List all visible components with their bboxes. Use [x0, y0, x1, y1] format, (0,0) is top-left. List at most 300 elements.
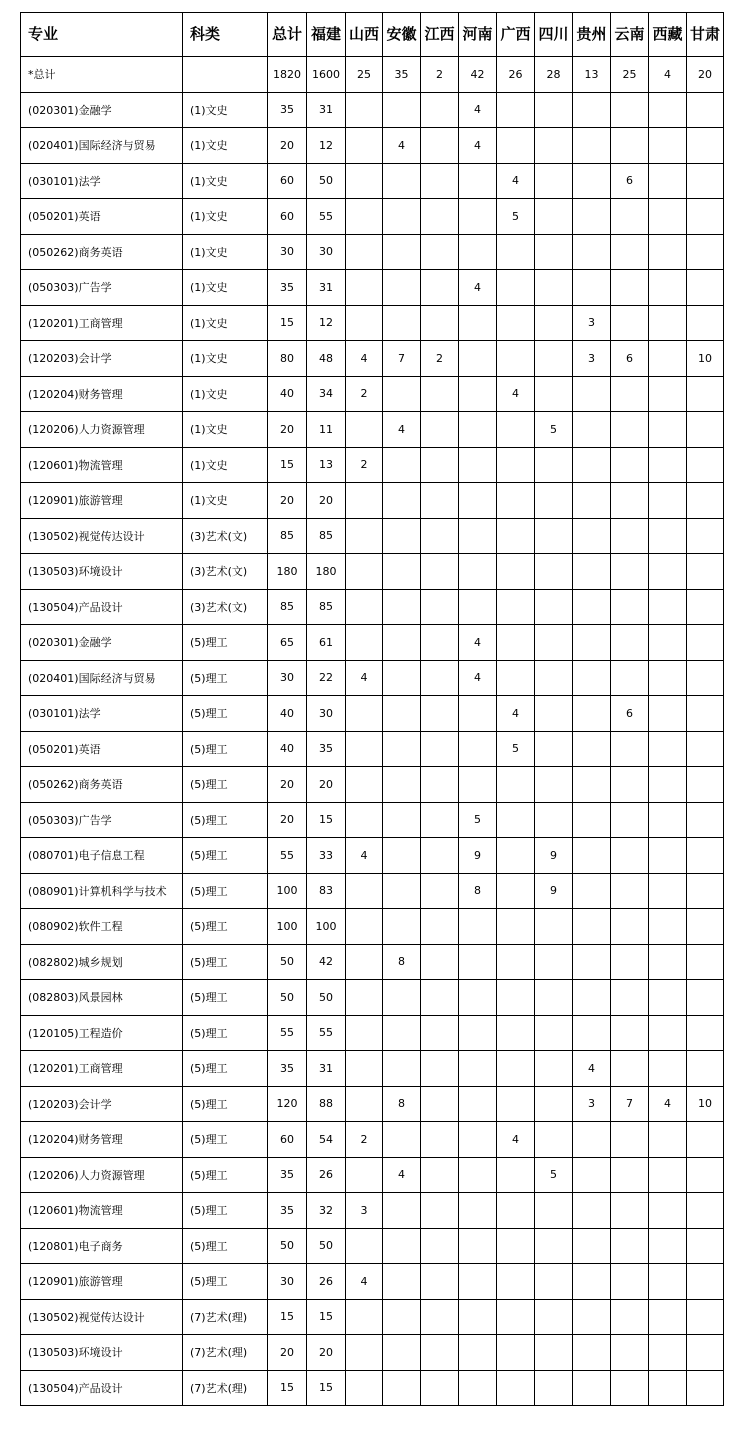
- quota-cell: 5: [535, 1157, 573, 1193]
- major-cell: (030101)法学: [21, 163, 183, 199]
- quota-cell: [535, 980, 573, 1016]
- quota-cell: [421, 447, 459, 483]
- quota-cell: [611, 234, 649, 270]
- quota-cell: 120: [268, 1086, 307, 1122]
- table-row: [21, 980, 724, 1016]
- quota-cell: [383, 1264, 421, 1300]
- quota-cell: [573, 1264, 611, 1300]
- quota-cell: [421, 909, 459, 945]
- quota-cell: [497, 802, 535, 838]
- quota-cell: [535, 128, 573, 164]
- quota-cell: [459, 163, 497, 199]
- table-row: [21, 305, 724, 341]
- quota-cell: 15: [268, 1299, 307, 1335]
- province-header: 总计: [268, 13, 307, 57]
- quota-cell: [346, 128, 383, 164]
- quota-cell: [459, 447, 497, 483]
- quota-cell: [573, 128, 611, 164]
- major-cell: (120206)人力资源管理: [21, 1157, 183, 1193]
- quota-cell: [497, 1228, 535, 1264]
- quota-cell: [421, 802, 459, 838]
- quota-cell: [459, 412, 497, 448]
- table-row: [21, 1264, 724, 1300]
- quota-cell: [459, 944, 497, 980]
- quota-cell: 26: [307, 1157, 346, 1193]
- quota-cell: [573, 554, 611, 590]
- quota-cell: [535, 1228, 573, 1264]
- quota-cell: [649, 731, 687, 767]
- quota-cell: [459, 1086, 497, 1122]
- quota-cell: 3: [346, 1193, 383, 1229]
- major-cell: (050262)商务英语: [21, 234, 183, 270]
- quota-cell: 4: [346, 1264, 383, 1300]
- category-cell: (5)理工: [183, 909, 268, 945]
- quota-cell: [649, 1157, 687, 1193]
- quota-cell: [383, 802, 421, 838]
- quota-cell: [573, 1335, 611, 1371]
- category-cell: (5)理工: [183, 1122, 268, 1158]
- category-cell: (5)理工: [183, 802, 268, 838]
- quota-cell: [535, 696, 573, 732]
- quota-cell: 2: [346, 376, 383, 412]
- quota-cell: [383, 980, 421, 1016]
- quota-cell: 50: [268, 1228, 307, 1264]
- quota-cell: [497, 980, 535, 1016]
- table-row: [21, 412, 724, 448]
- quota-cell: [346, 554, 383, 590]
- category-cell: (1)文史: [183, 483, 268, 519]
- category-cell: (5)理工: [183, 731, 268, 767]
- quota-cell: [497, 625, 535, 661]
- quota-cell: [687, 483, 724, 519]
- quota-cell: [497, 1370, 535, 1406]
- quota-cell: [573, 163, 611, 199]
- category-cell: (7)艺术(理): [183, 1335, 268, 1371]
- quota-cell: [573, 92, 611, 128]
- quota-cell: [573, 873, 611, 909]
- quota-cell: [649, 1228, 687, 1264]
- quota-cell: 30: [307, 234, 346, 270]
- quota-cell: [573, 1228, 611, 1264]
- major-cell: (130502)视觉传达设计: [21, 1299, 183, 1335]
- quota-cell: [383, 838, 421, 874]
- quota-cell: [535, 802, 573, 838]
- table-row: [21, 1015, 724, 1051]
- quota-cell: [573, 376, 611, 412]
- quota-cell: [346, 234, 383, 270]
- quota-cell: [459, 234, 497, 270]
- quota-cell: [535, 1335, 573, 1371]
- quota-cell: [421, 696, 459, 732]
- quota-cell: [649, 1370, 687, 1406]
- quota-cell: 33: [307, 838, 346, 874]
- quota-cell: [535, 483, 573, 519]
- quota-cell: 180: [268, 554, 307, 590]
- major-cell: (082803)风景园林: [21, 980, 183, 1016]
- quota-cell: [611, 589, 649, 625]
- major-cell: (120203)会计学: [21, 1086, 183, 1122]
- quota-cell: [649, 944, 687, 980]
- quota-cell: [346, 1157, 383, 1193]
- quota-cell: [497, 518, 535, 554]
- quota-cell: [421, 270, 459, 306]
- quota-cell: 61: [307, 625, 346, 661]
- quota-cell: [383, 270, 421, 306]
- major-cell: (120201)工商管理: [21, 305, 183, 341]
- table-row: [21, 660, 724, 696]
- major-cell: (020401)国际经济与贸易: [21, 660, 183, 696]
- quota-cell: [497, 1086, 535, 1122]
- quota-cell: [421, 1157, 459, 1193]
- quota-cell: [573, 696, 611, 732]
- quota-cell: [573, 731, 611, 767]
- quota-cell: [649, 92, 687, 128]
- major-cell: (080902)软件工程: [21, 909, 183, 945]
- quota-cell: [346, 944, 383, 980]
- table-row: [21, 128, 724, 164]
- quota-cell: 8: [459, 873, 497, 909]
- major-cell: (120105)工程造价: [21, 1015, 183, 1051]
- quota-cell: [535, 1370, 573, 1406]
- quota-cell: [459, 1051, 497, 1087]
- quota-cell: [611, 483, 649, 519]
- quota-cell: [687, 873, 724, 909]
- quota-cell: 6: [611, 163, 649, 199]
- quota-cell: 40: [268, 696, 307, 732]
- enrollment-plan-table: [20, 12, 724, 1406]
- table-row: [21, 731, 724, 767]
- category-cell: (7)艺术(理): [183, 1370, 268, 1406]
- quota-cell: [535, 92, 573, 128]
- quota-cell: 30: [268, 234, 307, 270]
- quota-cell: 50: [268, 980, 307, 1016]
- table-row: [21, 1228, 724, 1264]
- quota-cell: [649, 163, 687, 199]
- major-cell: (020401)国际经济与贸易: [21, 128, 183, 164]
- quota-cell: 80: [268, 341, 307, 377]
- quota-cell: [573, 625, 611, 661]
- quota-cell: [687, 128, 724, 164]
- quota-cell: [346, 305, 383, 341]
- quota-cell: [383, 696, 421, 732]
- quota-cell: [687, 234, 724, 270]
- category-cell: (1)文史: [183, 199, 268, 235]
- quota-cell: 15: [307, 1370, 346, 1406]
- quota-cell: [421, 1015, 459, 1051]
- quota-cell: [611, 1370, 649, 1406]
- quota-cell: 8: [383, 944, 421, 980]
- quota-cell: [687, 1228, 724, 1264]
- quota-cell: 100: [307, 909, 346, 945]
- quota-cell: 5: [535, 412, 573, 448]
- province-header: 贵州: [573, 13, 611, 57]
- quota-cell: [649, 341, 687, 377]
- table-row: [21, 447, 724, 483]
- quota-cell: 11: [307, 412, 346, 448]
- province-header: 安徽: [383, 13, 421, 57]
- quota-cell: [687, 944, 724, 980]
- quota-cell: 4: [459, 270, 497, 306]
- quota-cell: [383, 305, 421, 341]
- category-cell: (1)文史: [183, 270, 268, 306]
- quota-cell: [497, 234, 535, 270]
- province-header: 四川: [535, 13, 573, 57]
- quota-cell: [346, 802, 383, 838]
- major-cell: (120801)电子商务: [21, 1228, 183, 1264]
- major-cell: (130503)环境设计: [21, 1335, 183, 1371]
- quota-cell: 4: [383, 1157, 421, 1193]
- quota-cell: 31: [307, 1051, 346, 1087]
- category-cell: (1)文史: [183, 163, 268, 199]
- category-cell: (3)艺术(文): [183, 554, 268, 590]
- total-category: [183, 57, 268, 93]
- quota-cell: [573, 1370, 611, 1406]
- table-row: [21, 838, 724, 874]
- quota-cell: [687, 838, 724, 874]
- quota-cell: 22: [307, 660, 346, 696]
- table-row: [21, 625, 724, 661]
- major-cell: (120901)旅游管理: [21, 1264, 183, 1300]
- province-header: 江西: [421, 13, 459, 57]
- table-row: [21, 234, 724, 270]
- category-header: 科类: [183, 13, 268, 57]
- quota-cell: [383, 589, 421, 625]
- table-row: [21, 1157, 724, 1193]
- quota-cell: 54: [307, 1122, 346, 1158]
- quota-cell: 4: [649, 1086, 687, 1122]
- total-cell: 25: [611, 57, 649, 93]
- quota-cell: [687, 1335, 724, 1371]
- quota-cell: [611, 447, 649, 483]
- quota-cell: 15: [307, 802, 346, 838]
- total-cell: 26: [497, 57, 535, 93]
- table-row: [21, 1193, 724, 1229]
- quota-cell: [687, 518, 724, 554]
- category-cell: (5)理工: [183, 696, 268, 732]
- quota-cell: [535, 1051, 573, 1087]
- quota-cell: [421, 128, 459, 164]
- quota-cell: [421, 944, 459, 980]
- quota-cell: 9: [459, 838, 497, 874]
- category-cell: (3)艺术(文): [183, 589, 268, 625]
- total-cell: 25: [346, 57, 383, 93]
- quota-cell: [421, 163, 459, 199]
- quota-cell: 4: [459, 660, 497, 696]
- table-row: [21, 554, 724, 590]
- quota-cell: 15: [307, 1299, 346, 1335]
- quota-cell: [687, 305, 724, 341]
- table-row: [21, 1122, 724, 1158]
- quota-cell: [535, 731, 573, 767]
- quota-cell: [346, 412, 383, 448]
- quota-cell: [346, 1086, 383, 1122]
- quota-cell: [497, 412, 535, 448]
- quota-cell: [535, 1015, 573, 1051]
- quota-cell: 31: [307, 92, 346, 128]
- quota-cell: 40: [268, 731, 307, 767]
- table-row: [21, 802, 724, 838]
- major-cell: (120204)财务管理: [21, 376, 183, 412]
- category-cell: (5)理工: [183, 873, 268, 909]
- quota-cell: [649, 483, 687, 519]
- quota-cell: [611, 128, 649, 164]
- quota-cell: 10: [687, 1086, 724, 1122]
- quota-cell: 20: [268, 1335, 307, 1371]
- province-header: 山西: [346, 13, 383, 57]
- quota-cell: [497, 838, 535, 874]
- major-cell: (120201)工商管理: [21, 1051, 183, 1087]
- quota-cell: [649, 1051, 687, 1087]
- quota-cell: [649, 980, 687, 1016]
- quota-cell: 88: [307, 1086, 346, 1122]
- quota-cell: [611, 625, 649, 661]
- quota-cell: [459, 1157, 497, 1193]
- province-header: 广西: [497, 13, 535, 57]
- quota-cell: [459, 554, 497, 590]
- quota-cell: 4: [383, 128, 421, 164]
- quota-cell: [649, 305, 687, 341]
- table-row: [21, 270, 724, 306]
- category-cell: (5)理工: [183, 944, 268, 980]
- quota-cell: [611, 1122, 649, 1158]
- quota-cell: [687, 554, 724, 590]
- quota-cell: [573, 944, 611, 980]
- quota-cell: [535, 234, 573, 270]
- major-cell: (120203)会计学: [21, 341, 183, 377]
- quota-cell: 34: [307, 376, 346, 412]
- quota-cell: 48: [307, 341, 346, 377]
- quota-cell: [573, 589, 611, 625]
- major-cell: (020301)金融学: [21, 92, 183, 128]
- quota-cell: [687, 980, 724, 1016]
- quota-cell: [383, 199, 421, 235]
- table-row: [21, 341, 724, 377]
- category-cell: (1)文史: [183, 447, 268, 483]
- quota-cell: [383, 1335, 421, 1371]
- quota-cell: [535, 625, 573, 661]
- quota-cell: [383, 625, 421, 661]
- quota-cell: 26: [307, 1264, 346, 1300]
- quota-cell: [459, 305, 497, 341]
- province-header: 福建: [307, 13, 346, 57]
- quota-cell: [687, 92, 724, 128]
- quota-cell: [497, 1193, 535, 1229]
- quota-cell: [421, 1051, 459, 1087]
- quota-cell: [421, 589, 459, 625]
- quota-cell: 35: [268, 1157, 307, 1193]
- quota-cell: [535, 1264, 573, 1300]
- quota-cell: [611, 838, 649, 874]
- quota-cell: [497, 873, 535, 909]
- quota-cell: [687, 802, 724, 838]
- quota-cell: [611, 376, 649, 412]
- quota-cell: [573, 980, 611, 1016]
- quota-cell: 15: [268, 447, 307, 483]
- table-row: [21, 483, 724, 519]
- table-row: [21, 1370, 724, 1406]
- province-header: 西藏: [649, 13, 687, 57]
- quota-cell: [421, 305, 459, 341]
- table-row: [21, 199, 724, 235]
- quota-cell: [611, 554, 649, 590]
- quota-cell: 20: [268, 483, 307, 519]
- quota-cell: [497, 341, 535, 377]
- quota-cell: [687, 1264, 724, 1300]
- quota-cell: 2: [346, 1122, 383, 1158]
- quota-cell: [611, 1015, 649, 1051]
- table-body: [21, 57, 724, 1406]
- quota-cell: 50: [307, 980, 346, 1016]
- quota-cell: [346, 873, 383, 909]
- quota-cell: [346, 483, 383, 519]
- table-row: [21, 1299, 724, 1335]
- quota-cell: [421, 767, 459, 803]
- quota-cell: [611, 270, 649, 306]
- quota-cell: 85: [268, 589, 307, 625]
- category-cell: (5)理工: [183, 1015, 268, 1051]
- quota-cell: 35: [268, 1051, 307, 1087]
- quota-cell: [649, 199, 687, 235]
- quota-cell: [421, 376, 459, 412]
- quota-cell: [346, 1051, 383, 1087]
- quota-cell: 2: [421, 341, 459, 377]
- quota-cell: [421, 1264, 459, 1300]
- category-cell: (1)文史: [183, 92, 268, 128]
- quota-cell: [687, 412, 724, 448]
- quota-cell: [649, 1299, 687, 1335]
- quota-cell: [383, 234, 421, 270]
- quota-cell: [459, 1299, 497, 1335]
- quota-cell: [687, 731, 724, 767]
- quota-cell: 50: [307, 1228, 346, 1264]
- quota-cell: 32: [307, 1193, 346, 1229]
- quota-cell: 5: [459, 802, 497, 838]
- quota-cell: 4: [497, 376, 535, 412]
- quota-cell: 5: [497, 199, 535, 235]
- quota-cell: [535, 199, 573, 235]
- quota-cell: 3: [573, 341, 611, 377]
- total-cell: 35: [383, 57, 421, 93]
- quota-cell: [497, 270, 535, 306]
- quota-cell: 20: [268, 802, 307, 838]
- category-cell: (5)理工: [183, 1228, 268, 1264]
- quota-cell: [497, 92, 535, 128]
- major-cell: (050201)英语: [21, 731, 183, 767]
- quota-cell: [611, 731, 649, 767]
- quota-cell: [383, 92, 421, 128]
- quota-cell: [687, 660, 724, 696]
- quota-cell: [573, 412, 611, 448]
- quota-cell: [535, 518, 573, 554]
- quota-cell: 3: [573, 305, 611, 341]
- quota-cell: [573, 838, 611, 874]
- quota-cell: [573, 1015, 611, 1051]
- quota-cell: [535, 1299, 573, 1335]
- major-cell: (050262)商务英语: [21, 767, 183, 803]
- total-cell: 28: [535, 57, 573, 93]
- quota-cell: [346, 731, 383, 767]
- quota-cell: 12: [307, 128, 346, 164]
- total-cell: 20: [687, 57, 724, 93]
- quota-cell: [346, 270, 383, 306]
- quota-cell: [649, 625, 687, 661]
- quota-cell: [611, 909, 649, 945]
- quota-cell: [421, 1335, 459, 1371]
- quota-cell: 85: [307, 589, 346, 625]
- quota-cell: 55: [268, 838, 307, 874]
- quota-cell: [497, 1051, 535, 1087]
- quota-cell: [687, 1122, 724, 1158]
